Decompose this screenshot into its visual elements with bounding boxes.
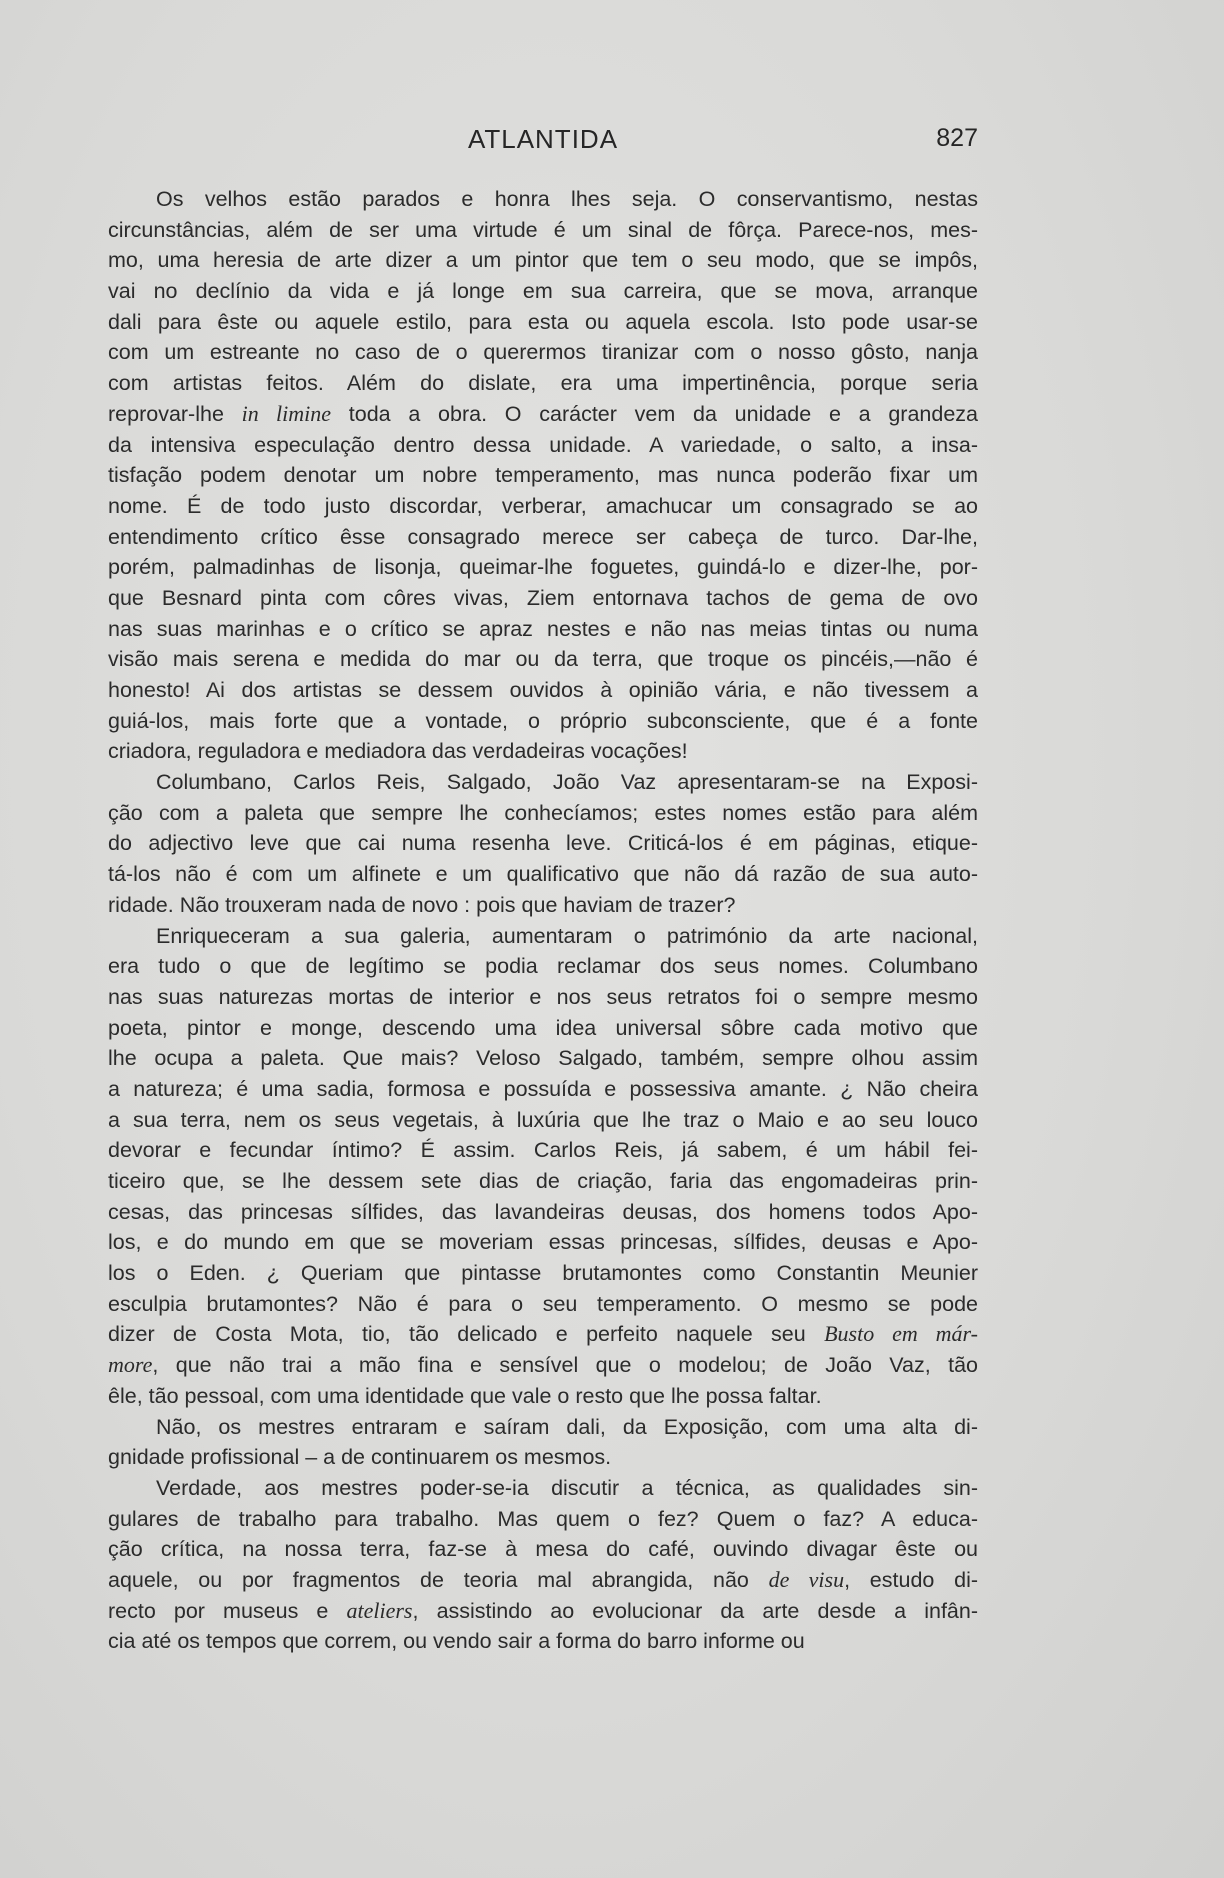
text-line [108, 644, 978, 675]
text-line [108, 491, 978, 522]
text-line [108, 1442, 978, 1473]
text-line [108, 1166, 978, 1197]
text-segment: ridade. Não trouxeram nada de novo : pois que haviam de trazer? [108, 892, 736, 917]
text-segment: êle, tão pessoal, com uma identidade que vale o resto que lhe possa faltar. [108, 1383, 822, 1408]
text-segment: honesto! Ai dos artistas se dessem ouvidos à opinião vária, e não tivessem a [108, 678, 978, 702]
text-segment: gulares de trabalho para trabalho. Mas quem o fez? Quem o faz? A educa- [108, 1506, 978, 1531]
text-line [108, 706, 978, 737]
text-line [108, 675, 978, 706]
text-line [108, 1534, 978, 1565]
text-segment: Enriqueceram a sua galeria, aumentaram o património da arte nacional, [156, 923, 978, 948]
text-segment: ticeiro que, se lhe dessem sete dias de criação, faria das engomadeiras prin- [108, 1169, 978, 1193]
text-segment: Não, os mestres entraram e saíram dali, da Exposição, com uma alta di- [156, 1414, 978, 1439]
text-segment: com um estreante no caso de o querermos tiranizar com o nosso gôsto, nanja [108, 340, 978, 365]
text-segment: , assistindo ao evolucionar da arte desde a infân- [412, 1598, 978, 1623]
text-line [108, 982, 978, 1013]
text-line [108, 583, 978, 614]
text-line [108, 1596, 978, 1627]
text-line [108, 337, 978, 368]
text-segment: los, e do mundo em que se moveriam essas princesas, sílfides, deusas e Apo- [108, 1230, 978, 1255]
text-line [108, 1565, 978, 1596]
text-segment: tisfação podem denotar um nobre temperamento, mas nunca poderão fixar um [108, 463, 978, 488]
text-line [108, 307, 978, 338]
text-segment: guiá-los, mais forte que a vontade, o próprio subconsciente, que é a fonte [108, 708, 978, 733]
text-line [108, 1135, 978, 1166]
text-line [108, 184, 978, 215]
italic-text: more [108, 1352, 153, 1378]
text-line [108, 1473, 978, 1504]
text-segment: , que não trai a mão fina e sensível que o modelou; de João Vaz, tão [152, 1353, 978, 1378]
text-line [108, 1105, 978, 1136]
text-line [108, 828, 978, 859]
text-segment: mo, uma heresia de arte dizer a um pintor que tem o seu modo, que se impôs, [108, 248, 978, 273]
text-line [108, 1350, 978, 1381]
text-line [108, 798, 978, 829]
italic-text: in limine [241, 400, 332, 426]
text-segment: ção com a paleta que sempre lhe conhecíamos; estes nomes estão para além [108, 800, 978, 825]
text-segment: cia até os tempos que correm, ou vendo sair a forma do barro informe ou [108, 1629, 805, 1654]
text-segment: nome. É de todo justo discordar, verberar, amachucar um consagrado se ao [108, 493, 978, 518]
text-segment: reprovar-lhe [108, 401, 242, 426]
text-segment: recto por museus e [108, 1598, 347, 1623]
text-segment: los o Eden. ¿ Queriam que pintasse brutamontes como Constantin Meunier [108, 1261, 978, 1286]
text-segment: Columbano, Carlos Reis, Salgado, João Vaz apresentaram-se na Exposi- [156, 770, 978, 795]
body-text [108, 184, 978, 1657]
text-segment: , estudo di- [844, 1567, 979, 1592]
text-segment: vai no declínio da vida e já longe em sua carreira, que se mova, arranque [108, 279, 978, 304]
text-segment: aquele, ou por fragmentos de teoria mal abrangida, não [108, 1567, 769, 1592]
text-segment: que Besnard pinta com côres vivas, Ziem entornava tachos de gema de ovo [108, 585, 978, 610]
text-segment: gnidade profissional – a de continuarem os mesmos. [108, 1445, 612, 1470]
text-segment: nas suas marinhas e o crítico se apraz nestes e não nas meias tintas ou numa [108, 616, 978, 641]
text-line [108, 614, 978, 645]
text-segment: tá-los não é com um alfinete e um qualificativo que não dá razão de sua auto- [108, 862, 978, 887]
text-line [108, 859, 978, 890]
text-line [108, 951, 978, 982]
text-segment: ção crítica, na nossa terra, faz-se à mesa do café, ouvindo divagar êste ou [108, 1537, 978, 1562]
text-segment: nas suas naturezas mortas de interior e nos seus retratos foi o sempre mesmo [108, 984, 978, 1009]
text-line [108, 1013, 978, 1044]
text-segment: toda a obra. O carácter vem da unidade e a grandeza [331, 401, 978, 426]
text-segment: Verdade, aos mestres poder-se-ia discutir a técnica, as qualidades sin- [156, 1475, 978, 1500]
text-line [108, 1412, 978, 1443]
text-line [108, 1227, 978, 1258]
text-line [108, 1043, 978, 1074]
text-segment: poeta, pintor e monge, descendo uma idea universal sôbre cada motivo que [108, 1015, 978, 1040]
text-line [108, 1197, 978, 1228]
text-line [108, 1289, 978, 1320]
text-line [108, 368, 978, 399]
text-line [108, 215, 978, 246]
text-segment: entendimento crítico êsse consagrado merece ser cabeça de turco. Dar-lhe, [108, 524, 978, 549]
text-line [108, 767, 978, 798]
text-segment: dali para êste ou aquele estilo, para esta ou aquela escola. Isto pode usar-se [108, 309, 978, 334]
text-segment: era tudo o que de legítimo se podia reclamar dos seus nomes. Columbano [108, 954, 978, 979]
italic-text: Busto em már- [824, 1321, 978, 1347]
text-segment: devorar e fecundar íntimo? É assim. Carlos Reis, já sabem, é um hábil fei- [108, 1138, 978, 1163]
running-title: ATLANTIDA [467, 124, 619, 154]
text-segment: com artistas feitos. Além do dislate, era uma impertinência, porque seria [108, 371, 978, 396]
text-line [108, 890, 978, 921]
page-number: 827 [936, 124, 978, 152]
text-line [108, 1319, 978, 1350]
text-segment: da intensiva especulação dentro dessa unidade. A variedade, o salto, a insa- [108, 432, 978, 457]
page-header [108, 124, 978, 158]
text-segment: a natureza; é uma sadia, formosa e possuída e possessiva amante. ¿ Não cheira [108, 1076, 978, 1101]
text-line [108, 1381, 978, 1412]
text-segment: visão mais serena e medida do mar ou da terra, que troque os pincéis,—não é [108, 647, 978, 672]
italic-text: de visu [768, 1566, 845, 1592]
text-segment: a sua terra, nem os seus vegetais, à luxúria que lhe traz o Maio e ao seu louco [108, 1107, 978, 1132]
text-segment: esculpia brutamontes? Não é para o seu temperamento. O mesmo se pode [108, 1291, 978, 1316]
text-line [108, 921, 978, 952]
text-line [108, 552, 978, 583]
italic-text: ateliers [346, 1597, 413, 1623]
text-line [108, 736, 978, 767]
text-line [108, 1074, 978, 1105]
text-line [108, 276, 978, 307]
text-segment: porém, palmadinhas de lisonja, queimar-lhe foguetes, guindá-lo e dizer-lhe, por- [108, 555, 978, 580]
text-segment: dizer de Costa Mota, tio, tão delicado e perfeito naquele seu [108, 1322, 825, 1347]
text-segment: cesas, das princesas sílfides, das lavandeiras deusas, dos homens todos Apo- [108, 1199, 978, 1224]
text-line [108, 522, 978, 553]
text-segment: criadora, reguladora e mediadora das verdadeiras vocações! [108, 739, 688, 764]
text-line [108, 430, 978, 461]
text-line [108, 245, 978, 276]
text-segment: circunstâncias, além de ser uma virtude é um sinal de fôrça. Parece-nos, mes- [108, 217, 978, 242]
text-line [108, 1504, 978, 1535]
text-segment: Os velhos estão parados e honra lhes seja. O conservantismo, nestas [156, 187, 978, 211]
text-line [108, 460, 978, 491]
text-segment: do adjectivo leve que cai numa resenha leve. Criticá-los é em páginas, etique- [108, 831, 978, 856]
text-line [108, 1626, 978, 1657]
text-segment: lhe ocupa a paleta. Que mais? Veloso Salgado, também, sempre olhou assim [108, 1046, 978, 1071]
text-line [108, 1258, 978, 1289]
text-line [108, 399, 978, 430]
